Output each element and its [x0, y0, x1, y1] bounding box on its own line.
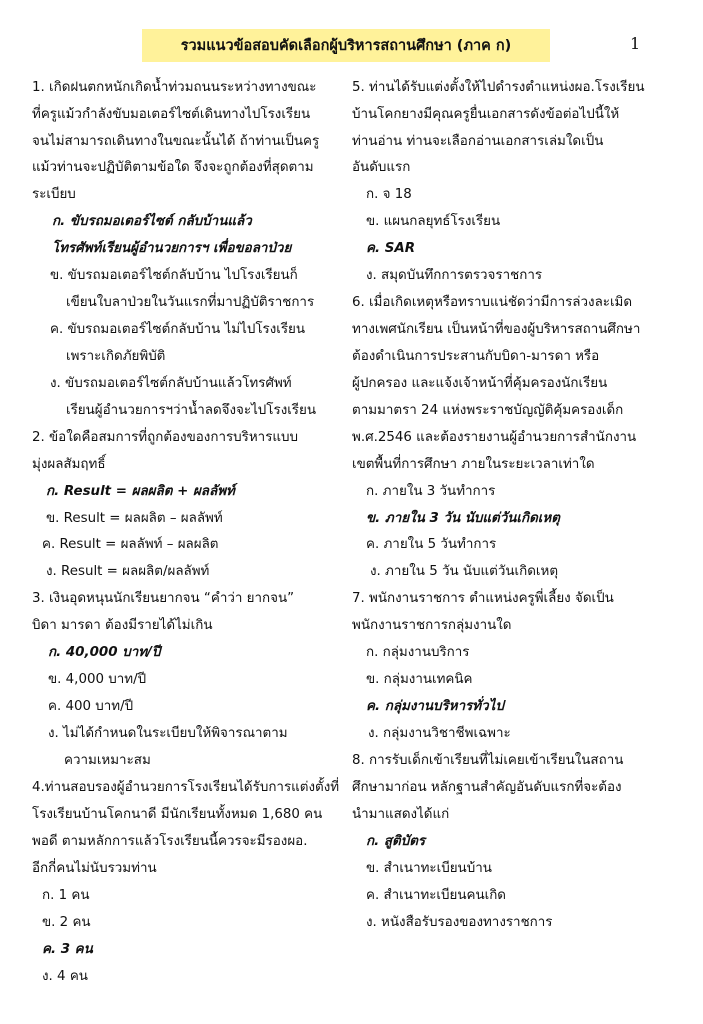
- text-line: ค. ภายใน 5 วันทำการ: [366, 537, 497, 552]
- text-line: ก. 1 คน: [42, 888, 90, 903]
- text-line: ง. Result = ผลผลิต/ผลลัพท์: [46, 564, 210, 579]
- text-line: ก. จ 18: [366, 187, 412, 202]
- text-line: ข. สำเนาทะเบียนบ้าน: [366, 861, 492, 876]
- text-line: บ้านโคกยางมีคุณครูยื่นเอกสารดังข้อต่อไปนี้ให้: [352, 107, 620, 122]
- text-line: ผู้ปกครอง และแจ้งเจ้าหน้าที่คุ้มครองนักเรียน: [352, 376, 608, 391]
- text-line: ทางเพศนักเรียน เป็นหน้าที่ของผู้บริหารสถานศึกษา: [352, 322, 641, 337]
- text-line: ง. กลุ่มงานวิชาชีพเฉพาะ: [368, 726, 511, 741]
- text-line: ระเบียบ: [32, 187, 76, 202]
- text-line: เขียนใบลาป่วยในวันแรกที่มาปฏิบัติราชการ: [66, 295, 315, 310]
- text-line: ง. หนังสือรับรองของทางราชการ: [366, 915, 553, 930]
- text-line: ข. 2 คน: [42, 915, 91, 930]
- text-line: แม้วท่านจะปฏิบัติตามข้อใด จึงจะถูกต้องที่สุดตาม: [32, 160, 314, 175]
- text-line: อีกกี่คนไม่นับรวมท่าน: [32, 861, 157, 876]
- text-line: 4.ท่านสอบรองผู้อำนวยการโรงเรียนได้รับการแต่งตั้งที่: [32, 780, 340, 795]
- text-line: 7. พนักงานราชการ ตำแหน่งครูพี่เลี้ยง จัดเป็น: [352, 591, 614, 606]
- text-line: 1. เกิดฝนตกหนักเกิดน้ำท่วมถนนระหว่างทางขณะ: [32, 80, 317, 95]
- answer-line: ก. 40,000 บาท/ปี: [48, 645, 161, 660]
- text-line: ก. กลุ่มงานบริการ: [366, 645, 470, 660]
- text-line: ก. ภายใน 3 วันทำการ: [366, 484, 496, 499]
- text-line: 6. เมื่อเกิดเหตุหรือทราบแน่ชัดว่ามีการล่วงละเมิด: [352, 295, 633, 310]
- text-line: ต้องดำเนินการประสานกับบิดา-มารดา หรือ: [352, 349, 600, 364]
- text-line: เรียนผู้อำนวยการฯว่าน้ำลดจึงจะไปโรงเรียน: [66, 403, 316, 418]
- text-line: ค. 400 บาท/ปี: [48, 699, 134, 714]
- text-line: ง. ไม่ได้กำหนดในระเบียบให้พิจารณาตาม: [48, 726, 288, 741]
- text-line: ง. ขับรถมอเตอร์ไซต์กลับบ้านแล้วโทรศัพท์: [50, 376, 292, 391]
- answer-line: ก. ขับรถมอเตอร์ไซต์ กลับบ้านแล้ว: [52, 214, 252, 229]
- document-title: [142, 29, 550, 62]
- answer-line: ค. SAR: [366, 241, 416, 256]
- text-line: 8. การรับเด็กเข้าเรียนที่ไม่เคยเข้าเรียนในสถาน: [352, 753, 624, 768]
- text-line: บิดา มารดา ต้องมีรายได้ไม่เกิน: [32, 618, 213, 633]
- text-line: อันดับแรก: [352, 160, 411, 175]
- text-line: ความเหมาะสม: [64, 753, 151, 768]
- text-line: จนไม่สามารถเดินทางในขณะนั้นได้ ถ้าท่านเป็นครู: [32, 134, 320, 149]
- text-line: ง. 4 คน: [42, 969, 88, 984]
- text-line: ข. แผนกลยุทธ์โรงเรียน: [366, 214, 501, 229]
- text-line: ค. Result = ผลลัพท์ – ผลผลิต: [42, 537, 219, 552]
- text-line: ข. กลุ่มงานเทคนิค: [366, 672, 473, 687]
- text-line: เขตพื้นที่การศึกษา ภายในระยะเวลาเท่าใด: [352, 457, 595, 472]
- text-line: พ.ศ.2546 และต้องรายงานผู้อำนวยการสำนักงาน: [352, 430, 637, 445]
- text-line: 3. เงินอุดหนุนนักเรียนยากจน “คำว่า ยากจน”: [32, 591, 295, 606]
- page-number: 1: [630, 34, 641, 53]
- text-line: ข. Result = ผลผลิต – ผลลัพท์: [46, 511, 223, 526]
- text-line: ง. สมุดบันทึกการตรวจราชการ: [366, 268, 543, 283]
- document-title-text: รวมแนวข้อสอบคัดเลือกผู้บริหารสถานศึกษา (ภาค ก): [180, 38, 512, 54]
- text-line: ง. ภายใน 5 วัน นับแต่วันเกิดเหตุ: [370, 564, 559, 579]
- page-header: [0, 0, 703, 70]
- text-line: พอดี ตามหลักการแล้วโรงเรียนนี้ควรจะมีรองผอ.: [32, 834, 308, 849]
- text-line: ค. ขับรถมอเตอร์ไซต์กลับบ้าน ไม่ไปโรงเรียน: [50, 322, 306, 337]
- answer-line: โทรศัพท์เรียนผู้อำนวยการฯ เพื่อขอลาป่วย: [52, 241, 292, 256]
- text-line: ข. 4,000 บาท/ปี: [48, 672, 147, 687]
- text-line: ท่านอ่าน ท่านจะเลือกอ่านเอกสารเล่มใดเป็น: [352, 134, 604, 149]
- answer-line: ค. กลุ่มงานบริหารทั่วไป: [366, 699, 504, 714]
- text-line: 2. ข้อใดคือสมการที่ถูกต้องของการบริหารแบบ: [32, 430, 299, 445]
- answer-line: ค. 3 คน: [42, 942, 93, 957]
- text-line: ที่ครูแม้วกำลังขับมอเตอร์ไซต์เดินทางไปโรงเรียน: [32, 107, 311, 122]
- text-line: 5. ท่านได้รับแต่งตั้งให้ไปดำรงตำแหน่งผอ.โรงเรียน: [352, 80, 645, 95]
- text-line: มุ่งผลสัมฤทธิ์: [32, 457, 106, 472]
- text-line: ตามมาตรา 24 แห่งพระราชบัญญัติคุ้มครองเด็ก: [352, 403, 624, 418]
- answer-line: ข. ภายใน 3 วัน นับแต่วันเกิดเหตุ: [366, 511, 560, 526]
- text-line: ข. ขับรถมอเตอร์ไซต์กลับบ้าน ไปโรงเรียนก็: [50, 268, 298, 283]
- text-line: ศึกษามาก่อน หลักฐานสำคัญอันดับแรกที่จะต้อง: [352, 780, 622, 795]
- text-line: ค. สำเนาทะเบียนคนเกิด: [366, 888, 507, 903]
- text-line: โรงเรียนบ้านโคกนาดี มีนักเรียนทั้งหมด 1,680 คน: [32, 807, 323, 822]
- text-line: เพราะเกิดภัยพิบัติ: [66, 349, 166, 364]
- answer-line: ก. สูติบัตร: [366, 834, 426, 849]
- answer-line: ก. Result = ผลผลิต + ผลลัพท์: [46, 484, 235, 499]
- text-line: นำมาแสดงได้แก่: [352, 807, 450, 822]
- text-line: พนักงานราชการกลุ่มงานใด: [352, 618, 512, 633]
